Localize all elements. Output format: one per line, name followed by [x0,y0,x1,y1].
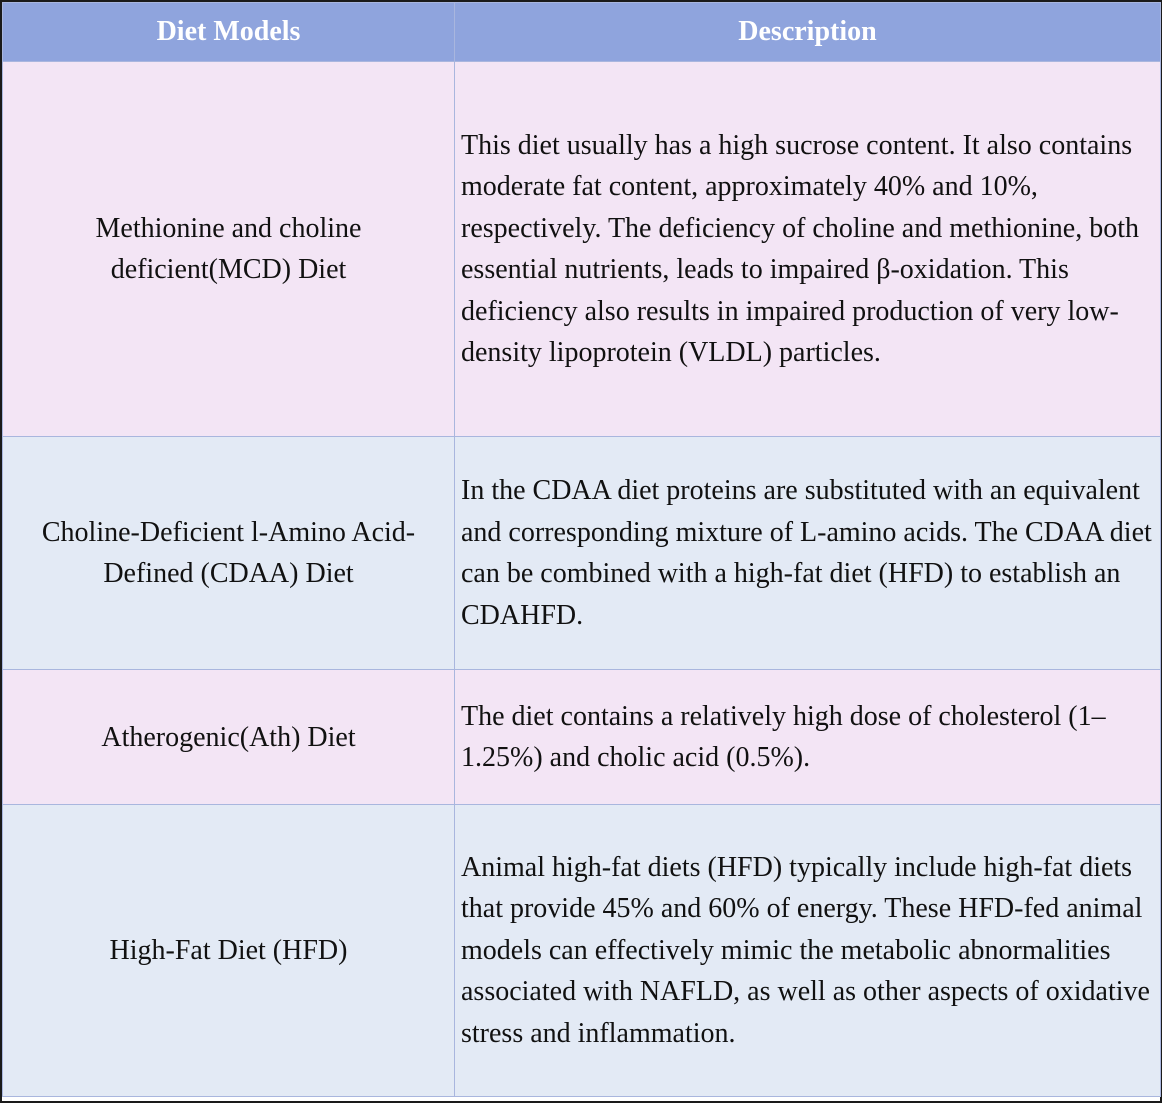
description-cell: The diet contains a relatively high dose of cholesterol (1–1.25%) and cholic acid (0.5%). [455,670,1161,805]
description-cell: In the CDAA diet proteins are substituted with an equivalent and corresponding mixture of L-amino acids. The CDAA diet can be combined with a high-fat diet (HFD) to establish an CDAHFD. [455,437,1161,670]
table-row [3,437,1161,670]
diet-model-cell: Methionine and choline deficient(MCD) Diet [3,62,455,437]
table-header-row [3,3,1161,62]
table-row [3,670,1161,805]
diet-model-cell: Choline-Deficient l-Amino Acid-Defined (CDAA) Diet [3,437,455,670]
header-diet-models: Diet Models [3,3,455,62]
table-row [3,805,1161,1097]
diet-models-table [2,2,1161,1097]
diet-model-cell: Atherogenic(Ath) Diet [3,670,455,805]
diet-model-cell: High-Fat Diet (HFD) [3,805,455,1097]
header-description: Description [455,3,1161,62]
description-cell: This diet usually has a high sucrose content. It also contains moderate fat content, approximately 40% and 10%, respectively. The deficiency of choline and methionine, both essential nutrients, leads to impaired β-oxidation. This deficiency also results in impaired production of very low-density lipoprotein (VLDL) particles. [455,62,1161,437]
table-row [3,62,1161,437]
description-cell: Animal high-fat diets (HFD) typically include high-fat diets that provide 45% and 60% of energy. These HFD-fed animal models can effectively mimic the metabolic abnormalities associated with NAFLD, as well as other aspects of oxidative stress and inflammation. [455,805,1161,1097]
